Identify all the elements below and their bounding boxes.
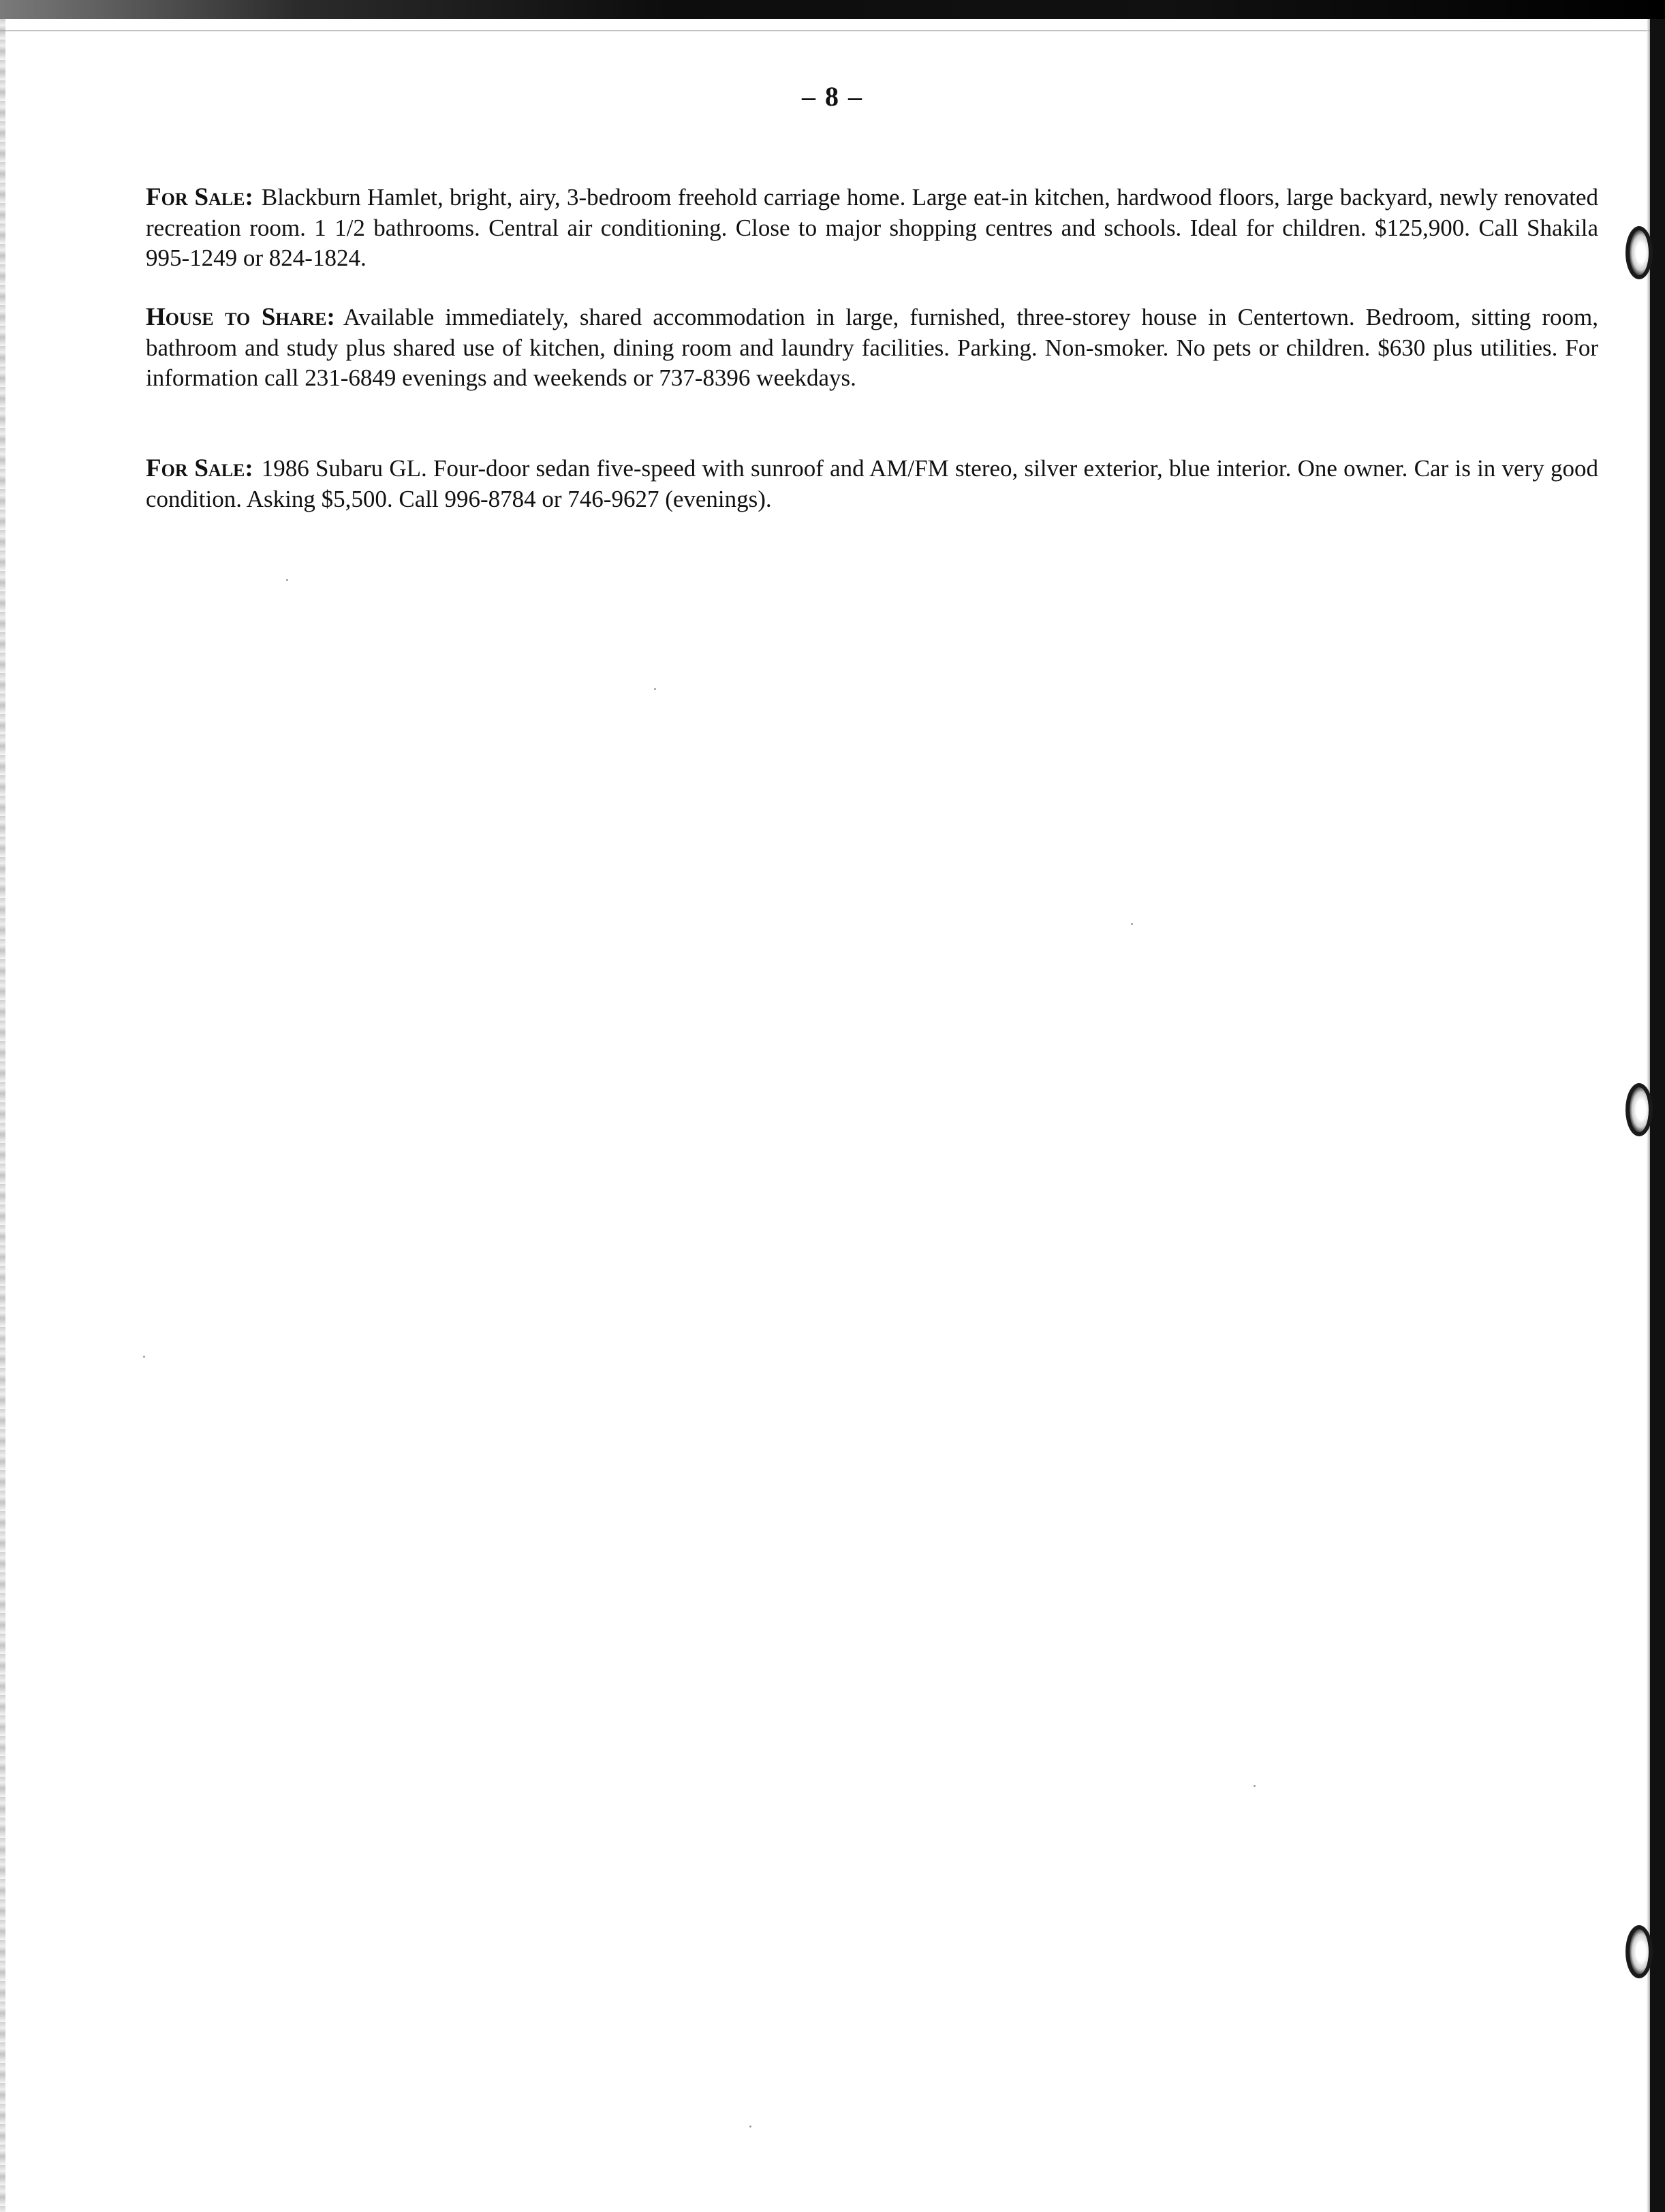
scan-speck (286, 579, 288, 581)
scan-speck (749, 2125, 751, 2128)
ad-body: 1986 Subaru GL. Four-door sedan five-speed with sunroof and AM/FM stereo, silver exterior, blue interior. One owner. Car is in very good condition. Asking $5,500. Call 996-8784 or 746-9627 (evenings). (146, 455, 1598, 512)
ad-heading: For Sale: (146, 454, 253, 482)
ad-house-to-share (146, 302, 1598, 394)
scan-speck (1131, 923, 1133, 925)
ad-heading: For Sale: (146, 183, 253, 211)
ad-body: Available immediately, shared accommodation in large, furnished, three-storey house in Centertown. Bedroom, sitting room, bathroom and study plus shared use of kitchen, dining room and laundry facilities. Parking. Non-smoker. No pets or children. $630 plus utilities. For information call 231-6849 evenings and weekends or 737-8396 weekdays. (146, 304, 1598, 391)
ad-for-sale-car (146, 454, 1598, 514)
scan-left-edge (0, 19, 5, 2212)
scan-speck (143, 1356, 145, 1358)
page-number: – 8 – (802, 81, 863, 112)
scan-top-line (0, 30, 1665, 31)
scan-speck (654, 688, 656, 690)
ad-for-sale-home (146, 183, 1598, 274)
scan-top-edge (0, 0, 1665, 19)
punch-hole-top (1625, 226, 1653, 279)
ad-body: Blackburn Hamlet, bright, airy, 3-bedroom freehold carriage home. Large eat-in kitchen, hardwood floors, large backyard, newly renovated recreation room. 1 1/2 bathrooms. Central air conditioning. Close to major shopping centres and schools. Ideal for children. $125,900. Call Shakila 995-1249 or 824-1824. (146, 184, 1598, 271)
ad-heading: House to Share: (146, 303, 335, 331)
punch-hole-bottom (1625, 1925, 1653, 1978)
punch-hole-middle (1625, 1083, 1653, 1136)
scan-speck (1254, 1785, 1256, 1787)
